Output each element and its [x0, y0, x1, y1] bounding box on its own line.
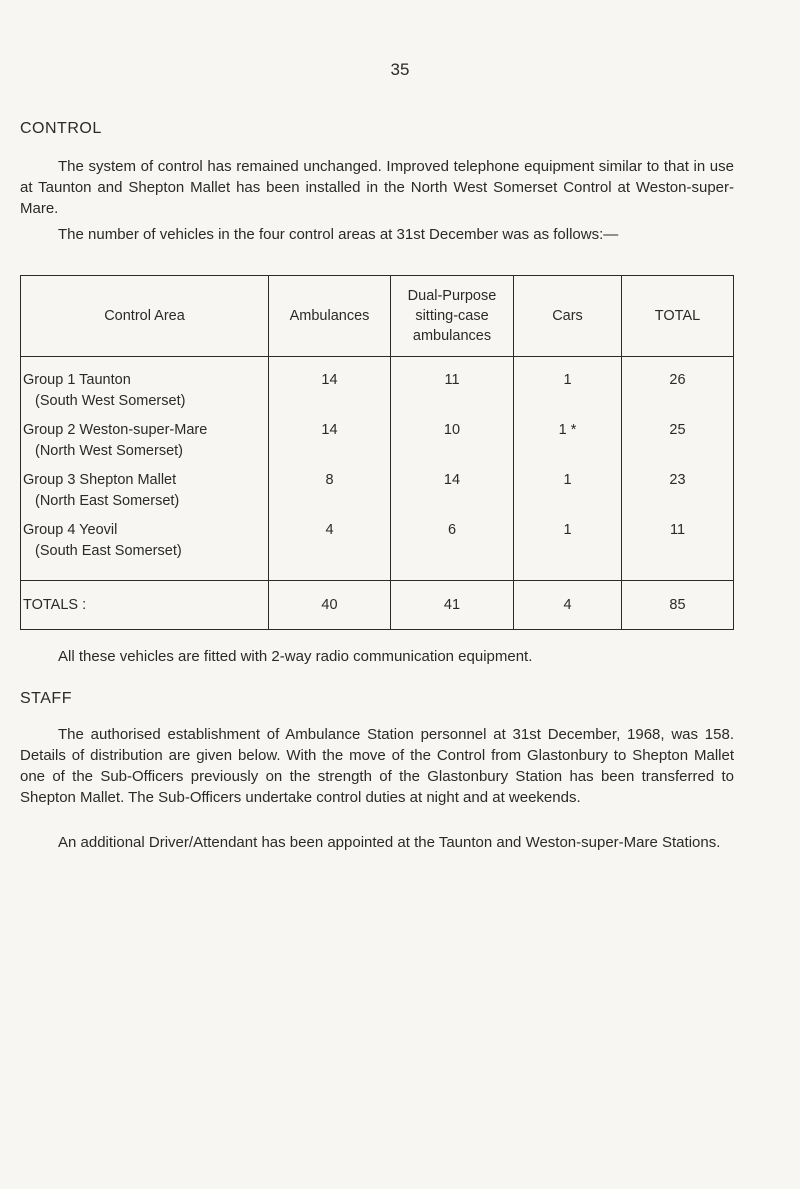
staff-paragraph-1-text: The authorised establishment of Ambulance Station personnel at 31st December, 1968, was 158. Details of distribution are given below. With the move of the Control from Glastonbury to Shepton Mallet one of the Sub-Officers previously on the strength of the Glastonbury Station has been transferred to Shepton Mallet. The Sub-Officers undertake control duties at night and at weekends.: [20, 726, 734, 806]
radio-note-text: All these vehicles are fitted with 2-way radio communication equipment.: [58, 648, 533, 665]
control-paragraph-2-text: The number of vehicles in the four control areas at 31st December was as follows:—: [58, 226, 619, 243]
staff-paragraph-2-text: An additional Driver/Attendant has been appointed at the Taunton and Weston-super-Mare Stations.: [58, 834, 721, 851]
control-paragraph-2: [20, 224, 734, 245]
radio-note: [20, 646, 734, 667]
area-name: Group 1 Taunton: [23, 372, 131, 388]
table-row: [21, 520, 734, 581]
vehicles-table: [20, 275, 734, 630]
header-cars: Cars: [514, 276, 622, 357]
totals-ambulances: 40: [269, 581, 391, 630]
staff-heading: STAFF: [20, 690, 72, 707]
page-number: 35: [390, 60, 410, 79]
area-region: (North West Somerset): [35, 443, 183, 460]
table-row: [21, 357, 734, 421]
area-name: Group 4 Yeovil: [23, 521, 118, 538]
totals-dual-purpose: 41: [391, 581, 514, 630]
totals-row: [21, 581, 734, 630]
header-total: TOTAL: [622, 276, 734, 357]
table-row: [21, 470, 734, 520]
staff-paragraph-1: [20, 724, 734, 808]
ambulances-cell: 14: [269, 357, 391, 421]
ambulances-cell: 14: [269, 420, 391, 470]
totals-cars: 4: [514, 581, 622, 630]
control-paragraph-1-text: The system of control has remained unchanged. Improved telephone equipment similar to that in use at Taunton and Shepton Mallet has been installed in the North West Somerset Control at Weston-super-Mare.: [20, 158, 734, 217]
total-cell: 23: [622, 470, 734, 520]
cars-cell: 1: [514, 357, 622, 421]
control-paragraph-1: [20, 156, 734, 219]
control-area-cell: [21, 420, 269, 470]
total-cell: 11: [622, 520, 734, 581]
control-area-cell: [21, 470, 269, 520]
dual-purpose-cell: 14: [391, 470, 514, 520]
area-region: (South East Somerset): [35, 542, 182, 559]
dual-purpose-cell: 10: [391, 420, 514, 470]
dual-purpose-cell: 11: [391, 357, 514, 421]
control-area-cell: [21, 357, 269, 421]
header-dual-purpose: Dual-Purpose sitting-case ambulances: [391, 276, 514, 357]
area-region: (South West Somerset): [35, 393, 186, 409]
control-area-cell: [21, 520, 269, 581]
staff-paragraph-2: [20, 832, 734, 853]
area-name: Group 2 Weston-super-Mare: [23, 422, 208, 439]
table-row: [21, 420, 734, 470]
area-name: Group 3 Shepton Mallet: [23, 472, 177, 489]
control-heading: CONTROL: [20, 120, 102, 137]
total-cell: 26: [622, 357, 734, 421]
total-cell: 25: [622, 420, 734, 470]
area-region: (North East Somerset): [35, 493, 180, 510]
header-control-area: Control Area: [21, 276, 269, 357]
cars-cell: 1: [514, 520, 622, 581]
cars-cell: 1 *: [514, 420, 622, 470]
table-header-row: [21, 276, 734, 357]
ambulances-cell: 4: [269, 520, 391, 581]
ambulances-cell: 8: [269, 470, 391, 520]
cars-cell: 1: [514, 470, 622, 520]
totals-label: TOTALS :: [21, 581, 269, 630]
dual-purpose-cell: 6: [391, 520, 514, 581]
totals-total: 85: [622, 581, 734, 630]
header-ambulances: Ambulances: [269, 276, 391, 357]
